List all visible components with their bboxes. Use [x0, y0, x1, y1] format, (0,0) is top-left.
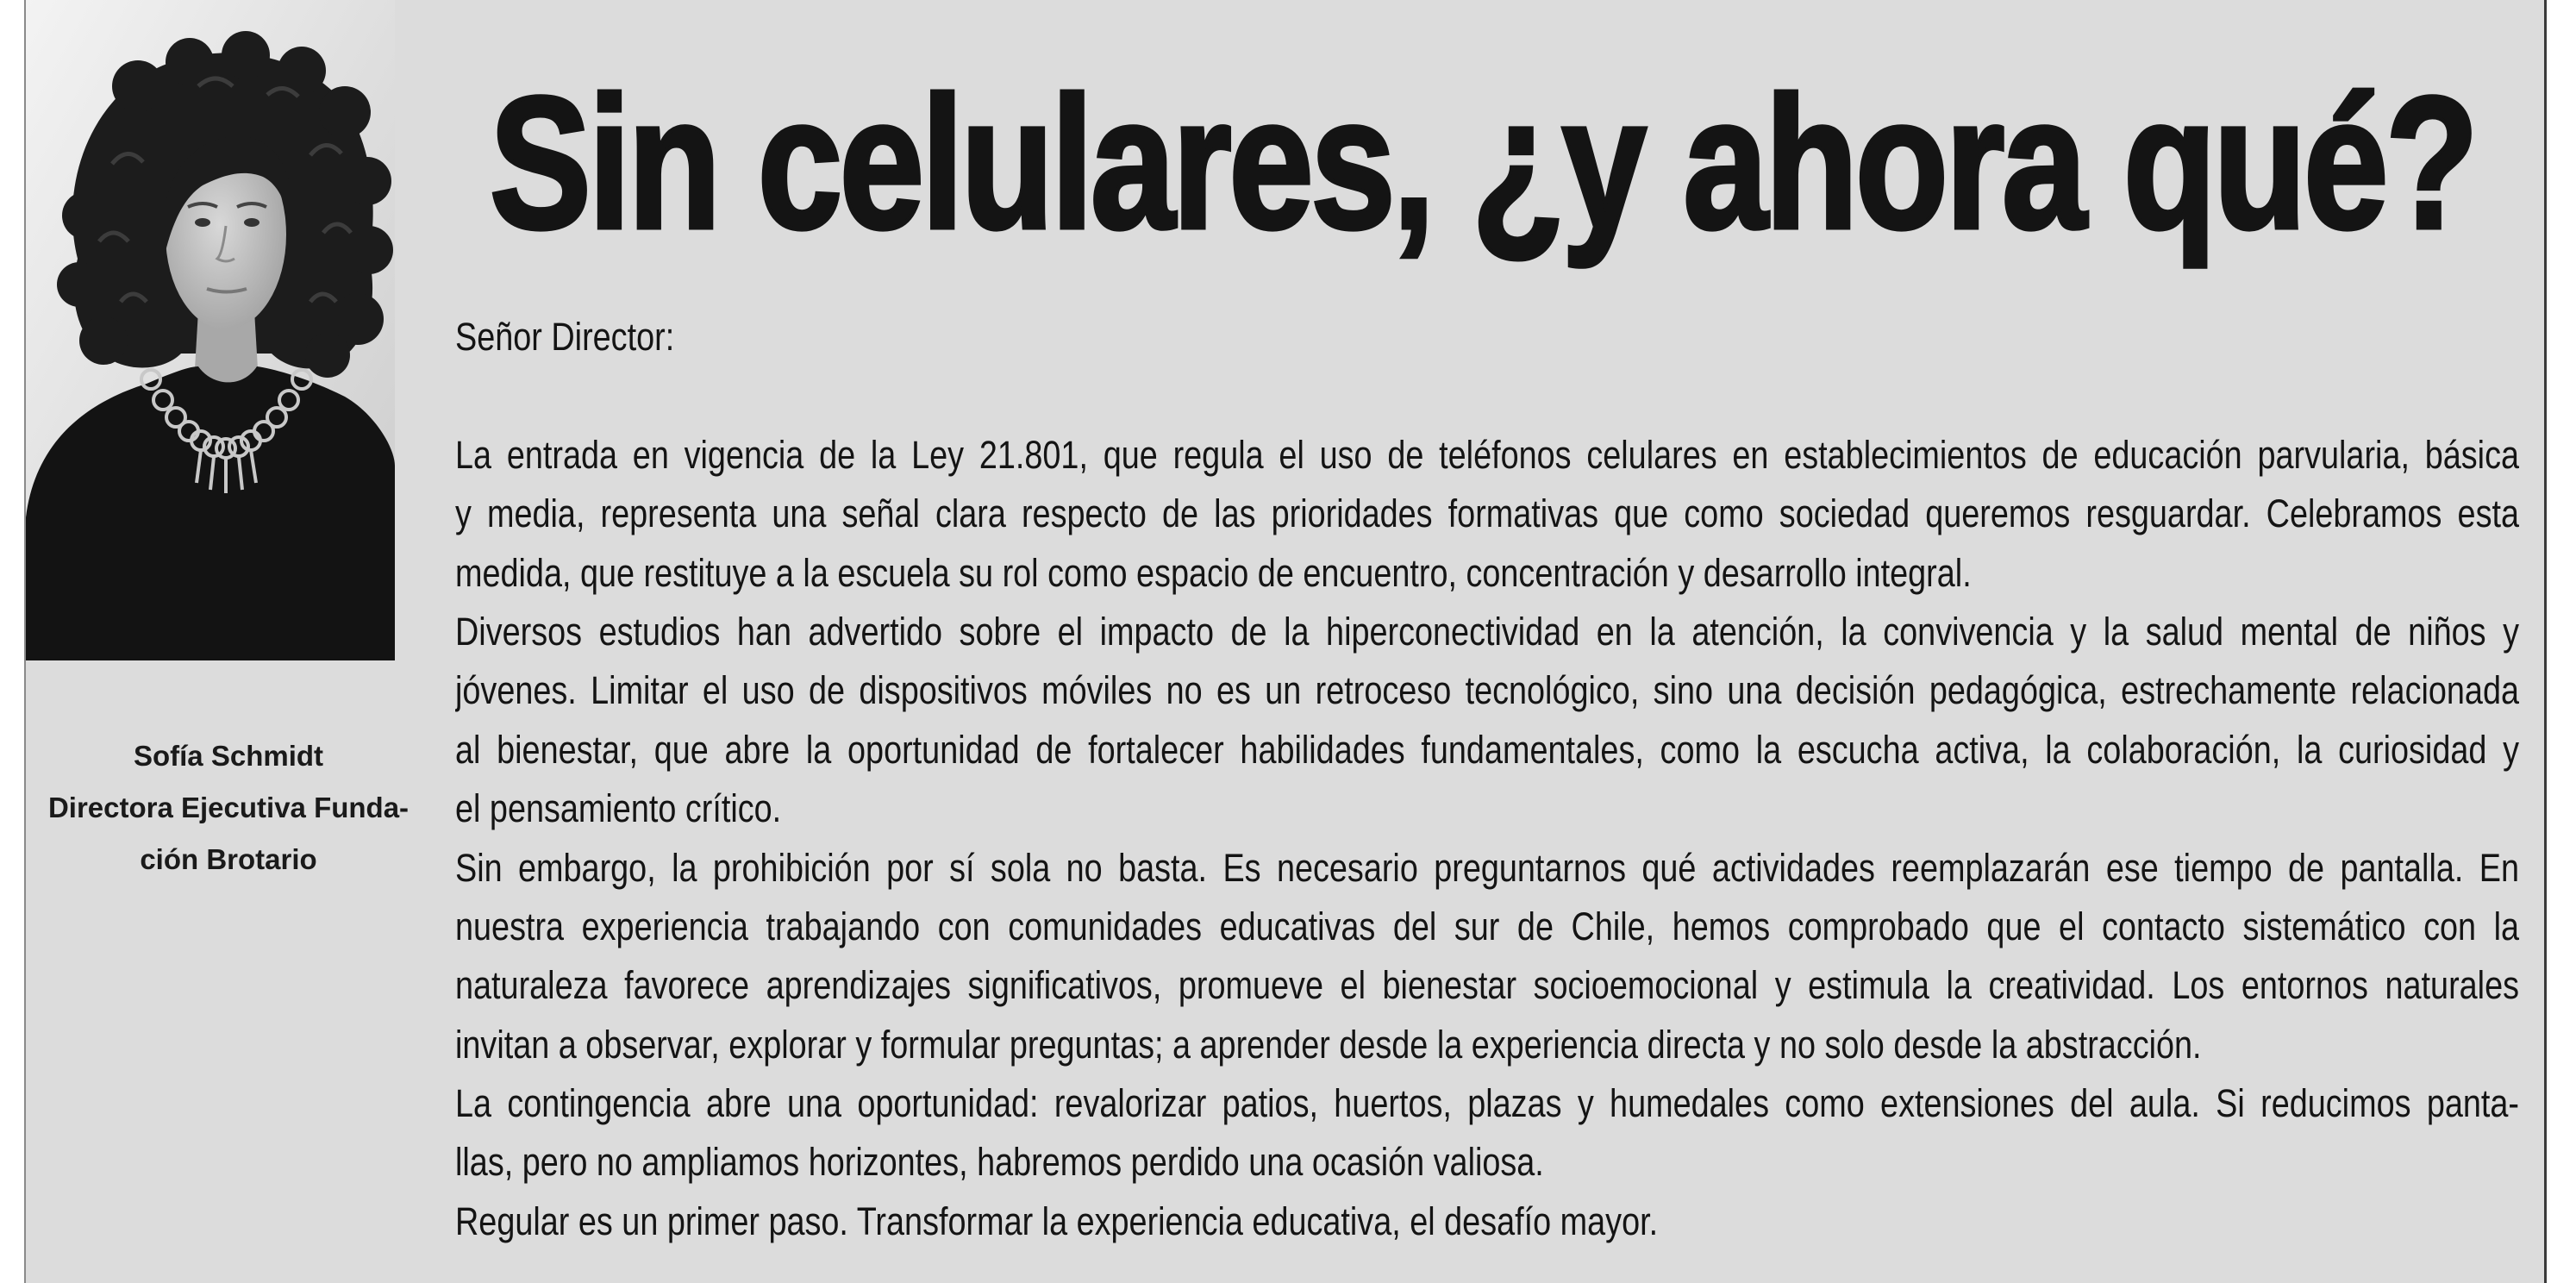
- body-line: naturaleza favorece aprendizajes significativos, promueve el bienestar socioemocional y estimula la creatividad. Los entornos naturales: [455, 963, 2519, 1008]
- body-line: Sin embargo, la prohibición por sí sola no basta. Es necesario preguntarnos qué actividades reemplazarán ese tiempo de pantalla. En: [455, 845, 2519, 890]
- body-paragraph: [455, 1074, 2519, 1192]
- author-caption: [26, 730, 431, 886]
- body-line: jóvenes. Limitar el uso de dispositivos móviles no es un retroceso tecnológico, sino una decisión pedagógica, estrechamente relacionada: [455, 668, 2519, 713]
- body-line: La entrada en vigencia de la Ley 21.801, que regula el uso de teléfonos celulares en establecimientos de educación parvularia, básica: [455, 432, 2519, 477]
- headline-container: [490, 70, 2533, 294]
- body-paragraph: [455, 839, 2519, 1075]
- body-paragraph: [455, 603, 2519, 839]
- author-title-line: ción Brotario: [140, 843, 317, 875]
- salutation: Señor Director:: [455, 315, 675, 359]
- author-photo: [26, 0, 395, 660]
- body-line: medida, que restituye a la escuela su rol como espacio de encuentro, concentración y desarrollo integral.: [455, 550, 1972, 595]
- blank-line: [455, 366, 2519, 425]
- body-line: al bienestar, que abre la oportunidad de fortalecer habilidades fundamentales, como la escucha activa, la colaboración, la curiosidad y: [455, 727, 2519, 772]
- body-line: invitan a observar, explorar y formular preguntas; a aprender desde la experiencia directa y no solo desde la abstracción.: [455, 1022, 2202, 1067]
- body-line: nuestra experiencia trabajando con comunidades educativas del sur de Chile, hemos comprobado que el contacto sistemático con la: [455, 904, 2519, 948]
- body-paragraph: [455, 1192, 2519, 1251]
- body-line: y media, representa una señal clara respecto de las prioridades formativas que como sociedad queremos resguardar. Celebramos esta: [455, 491, 2519, 536]
- body-line: el pensamiento crítico.: [455, 786, 782, 831]
- body-paragraph: [455, 426, 2519, 603]
- body-line: llas, pero no ampliamos horizontes, habremos perdido una ocasión valiosa.: [455, 1140, 1544, 1185]
- author-title-line: Directora Ejecutiva Funda-: [47, 792, 410, 823]
- body-line: Regular es un primer paso. Transformar la experiencia educativa, el desafío mayor.: [455, 1199, 1659, 1243]
- letter-body: [455, 308, 2519, 1251]
- letter-body-container: [455, 308, 2524, 1256]
- headline: Sin celulares, ¿y ahora qué?: [490, 70, 2476, 268]
- body-line: Diversos estudios han advertido sobre el impacto de la hiperconectividad en la atención, la convivencia y la salud mental de niños y: [455, 609, 2519, 654]
- author-name: Sofía Schmidt: [133, 740, 324, 772]
- body-line: La contingencia abre una oportunidad: revalorizar patios, huertos, plazas y humedales como extensiones del aula. Si reducimos panta-: [455, 1081, 2519, 1126]
